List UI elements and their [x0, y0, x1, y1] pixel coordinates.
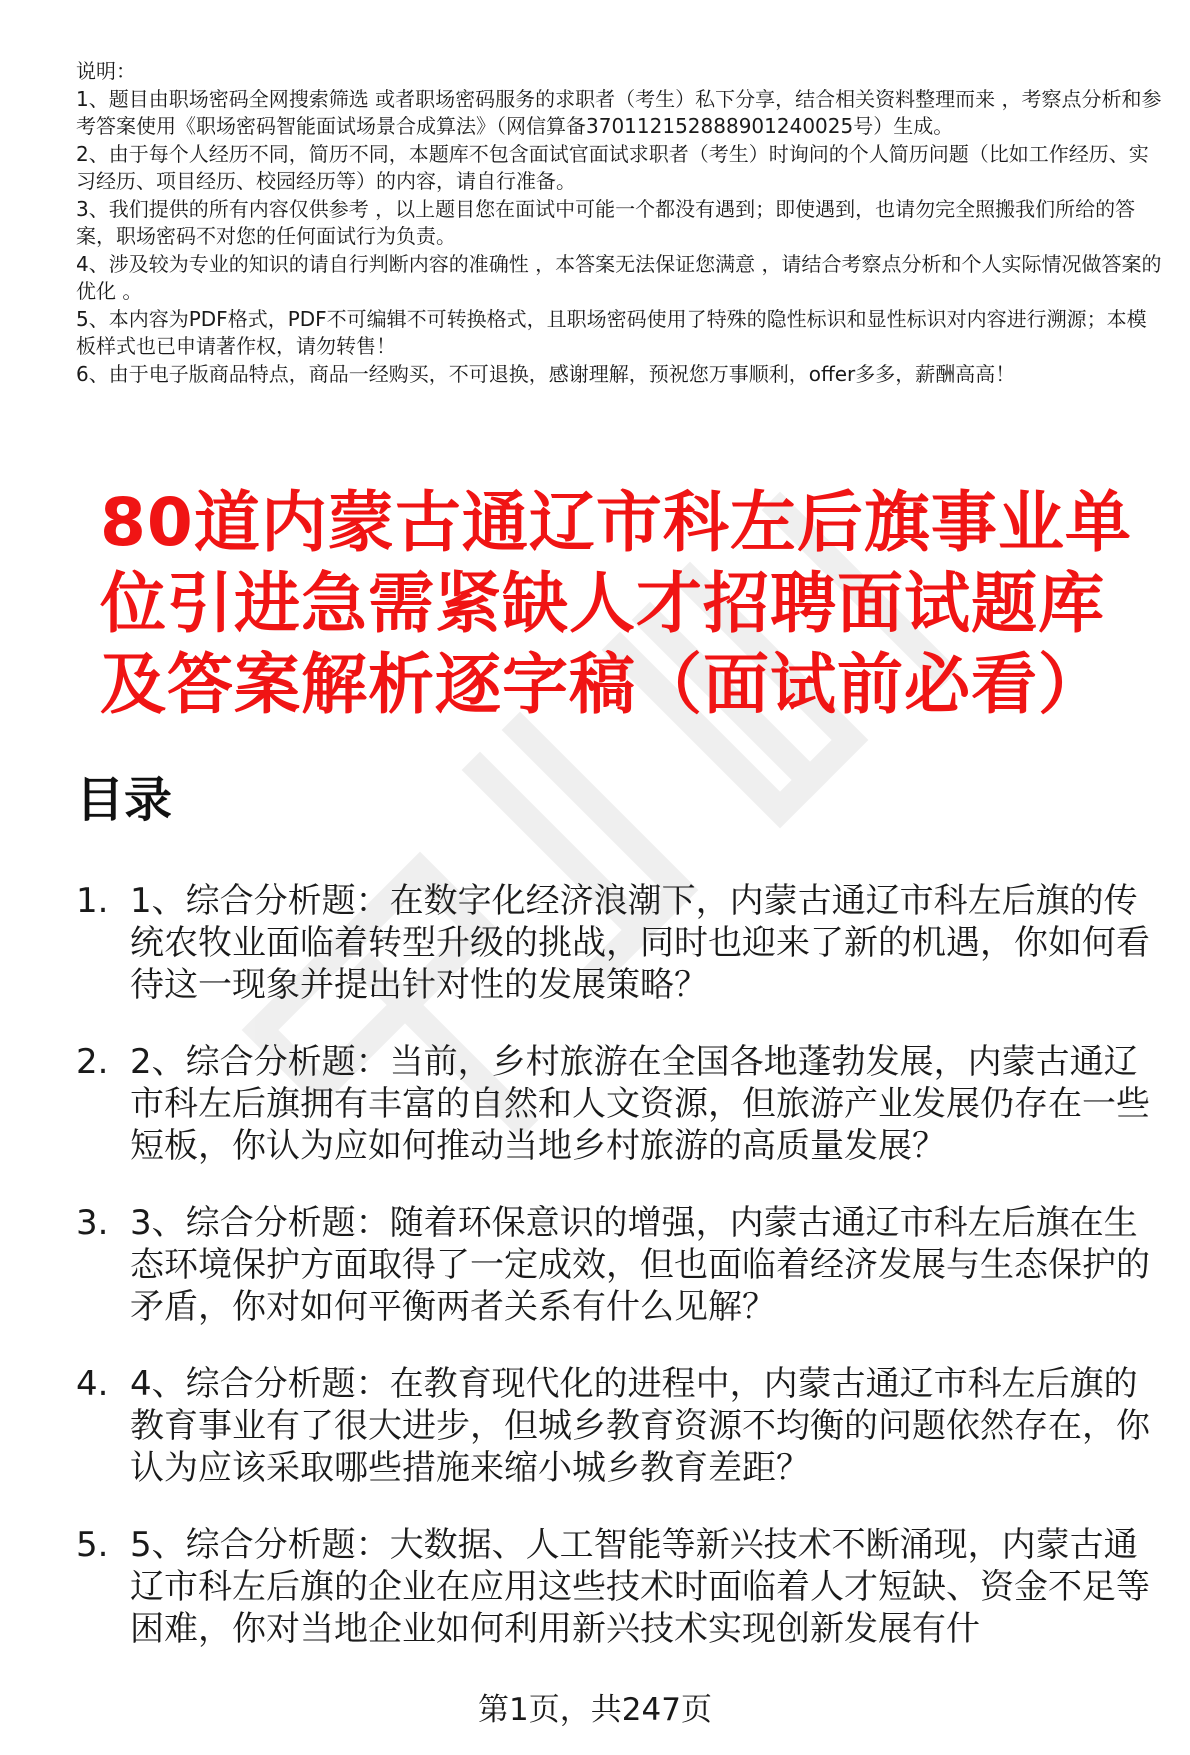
- toc-item-number: 1.: [76, 881, 109, 921]
- note-item-4: 4、涉及较为专业的知识的请自行判断内容的准确性 ，本答案无法保证您满意 ，请结合考察点分析和个人实际情况做答案的优化 。: [76, 251, 1162, 303]
- toc-item[interactable]: [76, 880, 1166, 1006]
- toc-item-number: 3.: [76, 1203, 109, 1243]
- toc-item-number: 2.: [76, 1042, 109, 1082]
- toc-item-number: 5.: [76, 1525, 109, 1565]
- document-title: 80道内蒙古通辽市科左后旗事业单位引进急需紧缺人才招聘面试题库及答案解析逐字稿（面试前必看）: [100, 484, 1132, 723]
- note-item-3: 3、我们提供的所有内容仅供参考 ，以上题目您在面试中可能一个都没有遇到；即使遇到，也请勿完全照搬我们所给的答案，职场密码不对您的任何面试行为负责。: [76, 196, 1136, 248]
- notes-heading: 说明：: [76, 59, 136, 83]
- page-number-footer: 第1页，共247页: [478, 1692, 712, 1728]
- toc-item-text: 4、综合分析题：在教育现代化的进程中，内蒙古通辽市科左后旗的教育事业有了很大进步，但城乡教育资源不均衡的问题依然存在，你认为应该采取哪些措施来缩小城乡教育差距？: [130, 1364, 1150, 1488]
- toc-item-text: 3、综合分析题：随着环保意识的增强，内蒙古通辽市科左后旗在生态环境保护方面取得了一定成效，但也面临着经济发展与生态保护的矛盾，你对如何平衡两者关系有什么见解？: [130, 1203, 1150, 1327]
- note-item-2: 2、由于每个人经历不同，简历不同，本题库不包含面试官面试求职者（考生）时询问的个人简历问题（比如工作经历、实习经历、项目经历、校园经历等）的内容，请自行准备。: [76, 141, 1149, 193]
- toc-item[interactable]: [76, 1202, 1166, 1328]
- toc-heading: 目录: [76, 772, 173, 828]
- toc-item-text: 2、综合分析题：当前，乡村旅游在全国各地蓬勃发展，内蒙古通辽市科左后旗拥有丰富的自然和人文资源，但旅游产业发展仍存在一些短板，你认为应如何推动当地乡村旅游的高质量发展？: [130, 1042, 1150, 1166]
- toc-item[interactable]: [76, 1524, 1166, 1650]
- note-item-5: 5、本内容为PDF格式，PDF不可编辑不可转换格式，且职场密码使用了特殊的隐性标识和显性标识对内容进行溯源；本模板样式也已申请著作权，请勿转售！: [76, 306, 1147, 358]
- toc-item-number: 4.: [76, 1364, 109, 1404]
- toc-item-text: 5、综合分析题：大数据、人工智能等新兴技术不断涌现，内蒙古通辽市科左后旗的企业在应用这些技术时面临着人才短缺、资金不足等困难，你对当地企业如何利用新兴技术实现创新发展有什: [130, 1525, 1150, 1649]
- note-item-6: 6、由于电子版商品特点，商品一经购买，不可退换，感谢理解，预祝您万事顺利，offer多多，薪酬高高！: [76, 361, 1016, 386]
- table-of-contents: [76, 880, 1166, 1685]
- disclaimer-notes: [76, 58, 1166, 388]
- toc-item[interactable]: [76, 1041, 1166, 1167]
- toc-item[interactable]: [76, 1363, 1166, 1489]
- toc-item-text: 1、综合分析题：在数字化经济浪潮下，内蒙古通辽市科左后旗的传统农牧业面临着转型升级的挑战，同时也迎来了新的机遇，你如何看待这一现象并提出针对性的发展策略？: [130, 881, 1150, 1005]
- note-item-1: 1、题目由职场密码全网搜索筛选 或者职场密码服务的求职者（考生）私下分享，结合相关资料整理而来 ，考察点分析和参考答案使用《职场密码智能面试场景合成算法》（网信算备370112152888901240025号）生成。: [76, 86, 1162, 138]
